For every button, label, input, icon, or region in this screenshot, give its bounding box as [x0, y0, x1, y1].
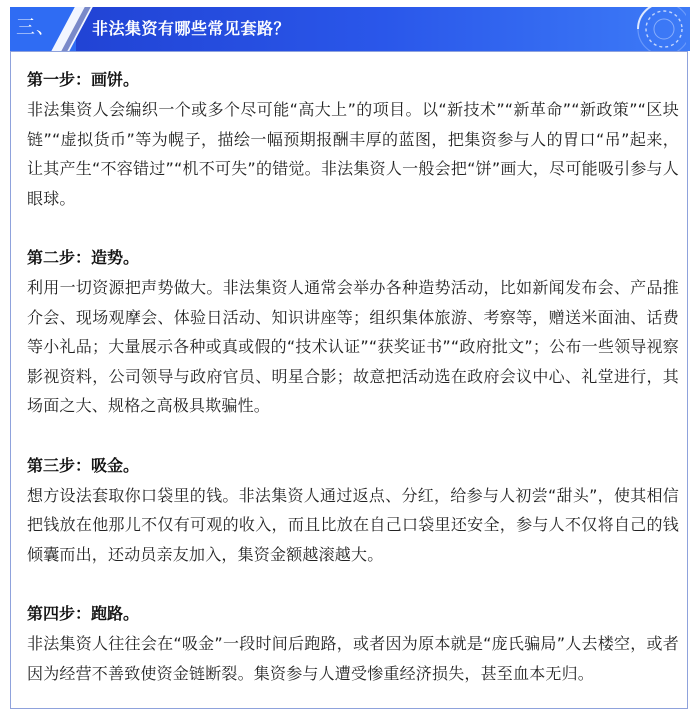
step-body: 想方设法套取你口袋里的钱。非法集资人通过返点、分红，给参与人初尝“甜头”，使其相信把钱放在他那儿不仅有可观的收入，而且比放在自己口袋里还安全，参与人不仅将自己的钱倾囊而出，还动员亲友加入，集资金额越滚越大。	[27, 485, 679, 564]
step-2	[27, 243, 679, 421]
section-title: 非法集资有哪些常见套路？	[92, 19, 291, 38]
step-body: 利用一切资源把声势做大。非法集资人通常会举办各种造势活动，比如新闻发布会、产品推介会、现场观摩会、体验日活动、知识讲座等；组织集体旅游、考察等，赠送米面油、话费等小礼品；大量展示各种或真或假的“技术认证”“获奖证书”“政府批文”；公布一些领导视察影视资料，公司领导与政府官员、明星合影；故意把活动选在政府会议中心、礼堂进行，其场面之大、规格之高极具欺骗性。	[27, 278, 679, 415]
step-3	[27, 451, 679, 570]
step-body: 非法集资人往往会在“吸金”一段时间后跑路，或者因为原本就是“庞氏骗局”人去楼空，或者因为经营不善致使资金链断裂。集资参与人遭受惨重经济损失，甚至血本无归。	[27, 634, 679, 683]
section-number: 三、	[16, 16, 57, 38]
step-heading: 第四步：跑路。	[27, 604, 140, 623]
steps-list	[27, 65, 679, 718]
content-box	[10, 51, 688, 709]
banner-circle-decoration-icon	[616, 7, 686, 51]
section-banner	[10, 7, 690, 51]
step-4	[27, 599, 679, 688]
step-body: 非法集资人会编织一个或多个尽可能“高大上”的项目。以“新技术”“新革命”“新政策”“区块链”“虚拟货币”等为幌子，描绘一幅预期报酬丰厚的蓝图，把集资参与人的胃口“吊”起来，让其产生“不容错过”“机不可失”的错觉。非法集资人一般会把“饼”画大，尽可能吸引参与人眼球。	[27, 100, 679, 208]
step-heading: 第三步：吸金。	[27, 455, 140, 475]
step-heading: 第一步：画饼。	[27, 70, 140, 89]
step-heading: 第二步：造势。	[27, 248, 140, 267]
step-1	[27, 65, 679, 213]
